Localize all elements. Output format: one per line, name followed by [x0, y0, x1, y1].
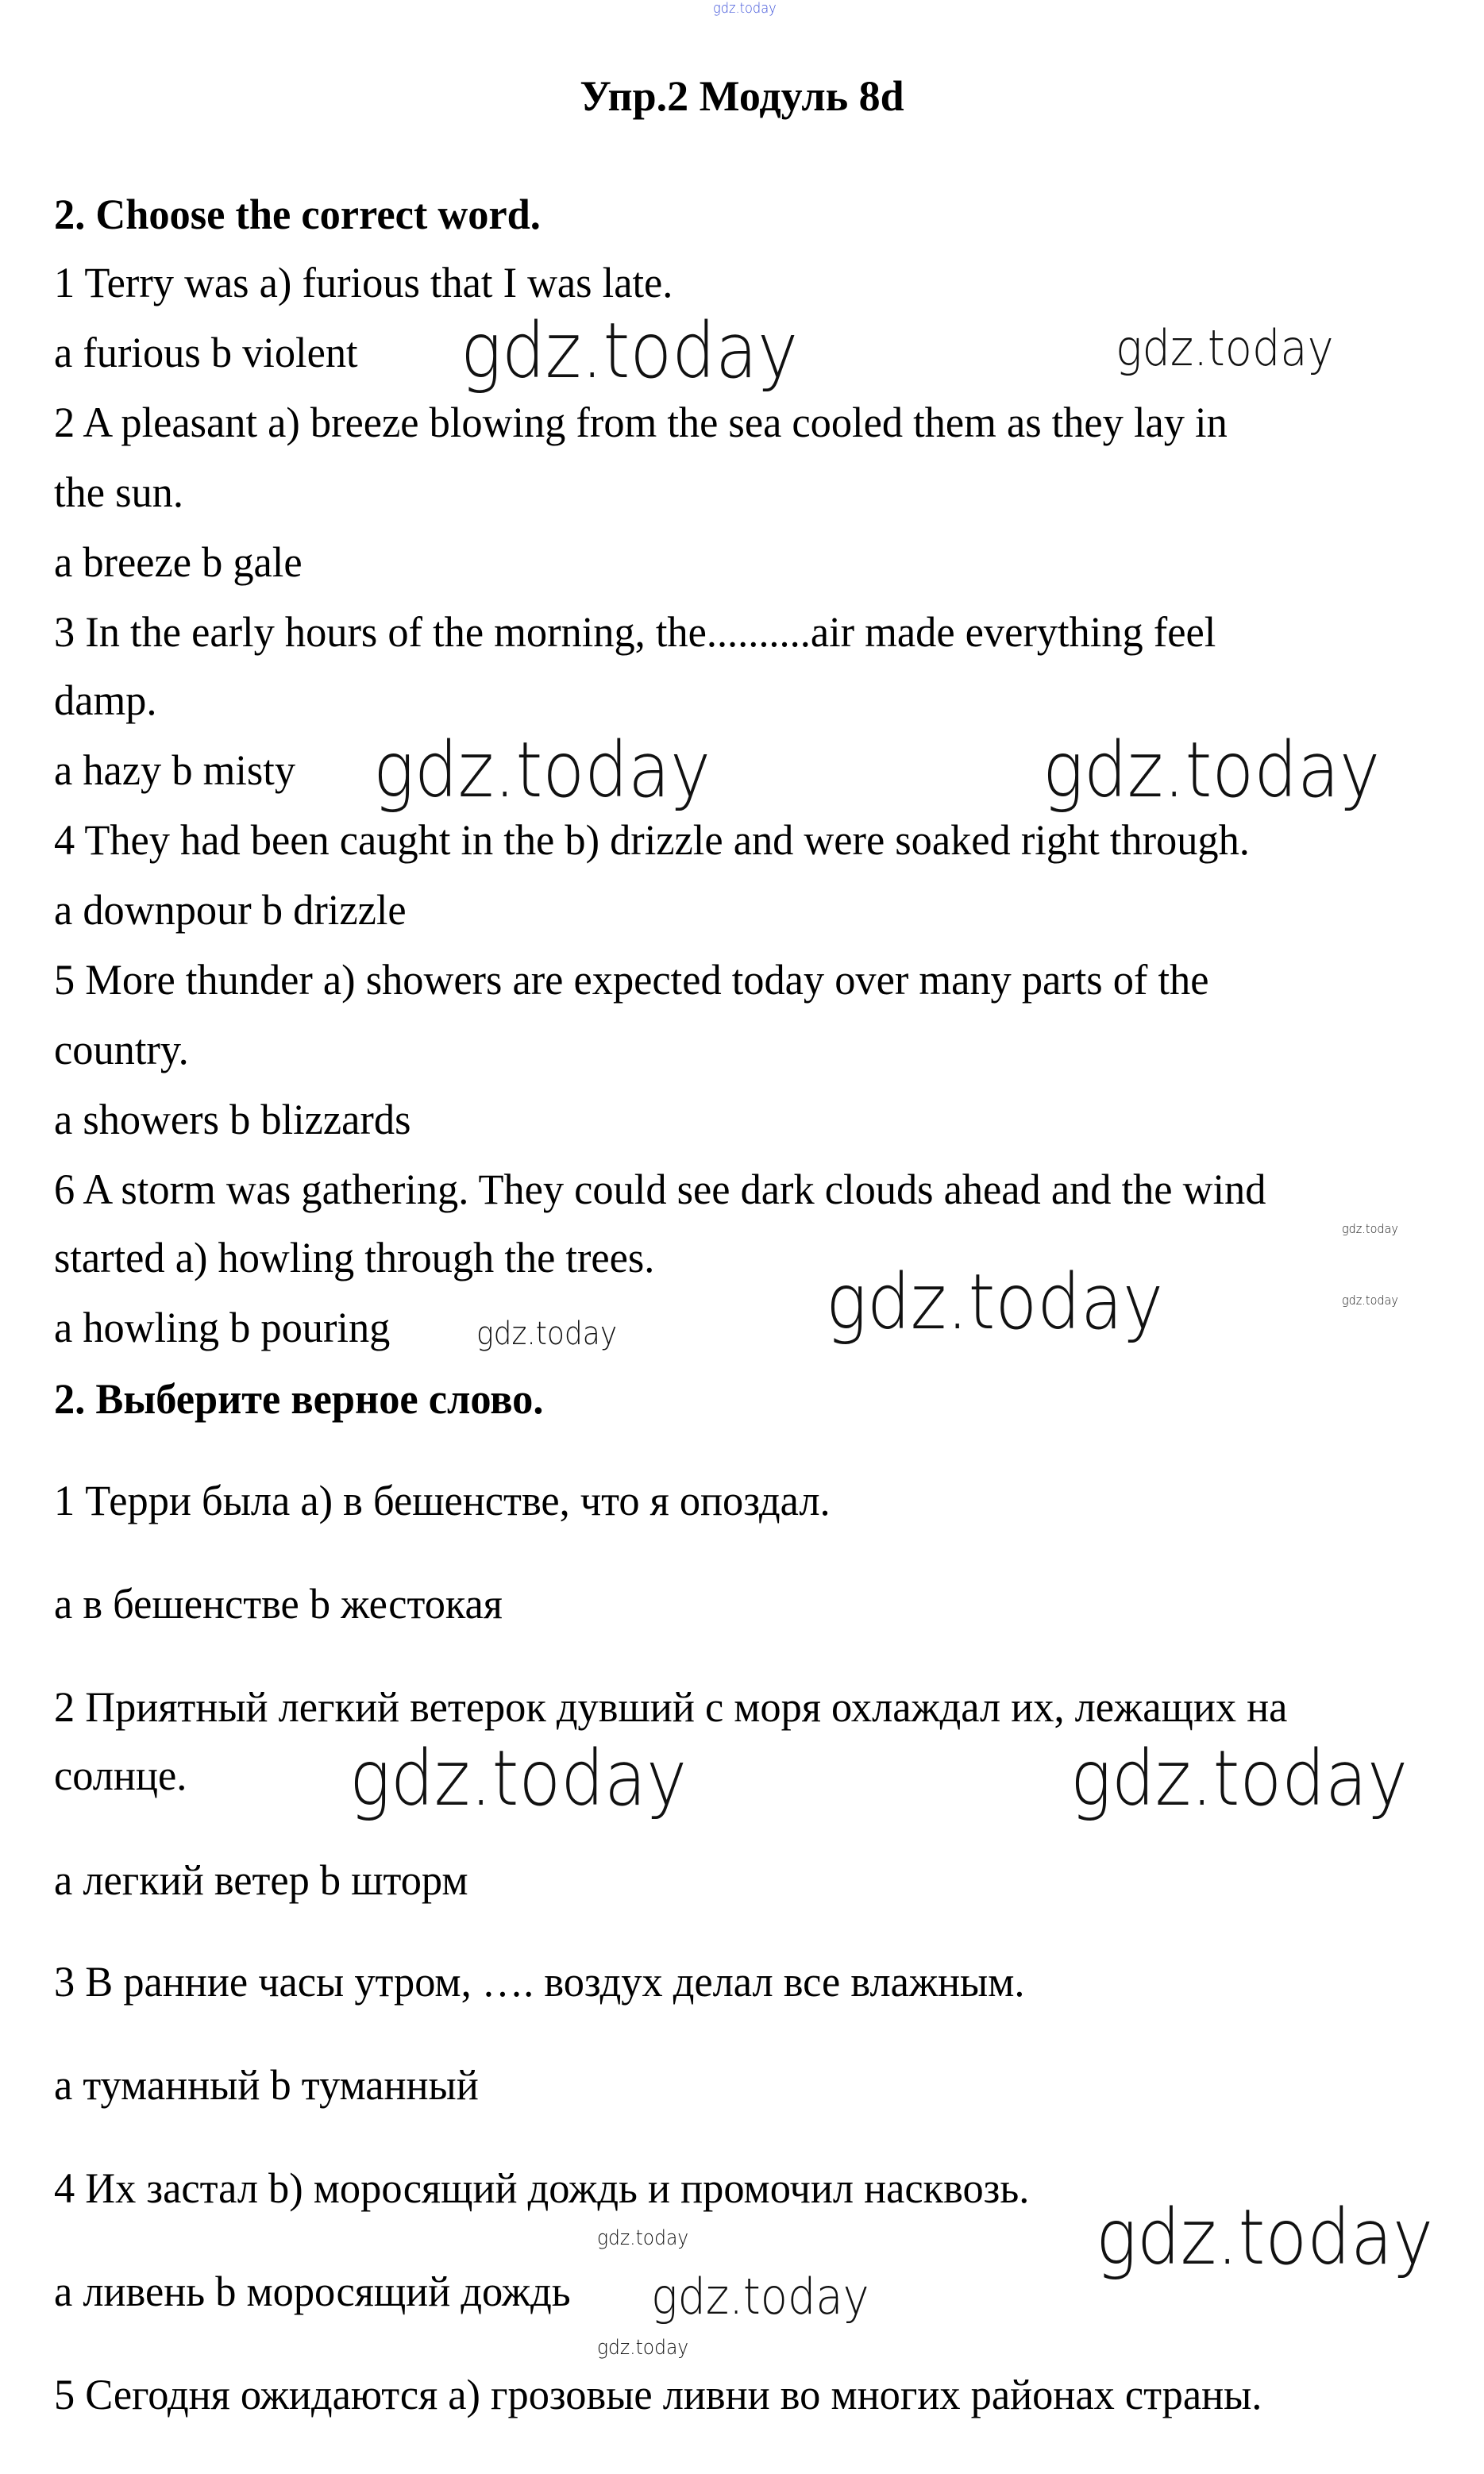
watermark: gdz.today	[651, 2268, 869, 2326]
text-line: 2 Приятный легкий ветерок дувший с моря охлаждал их, лежащих на	[54, 1683, 1288, 1731]
text-line: country.	[54, 1026, 189, 1073]
text-line: 3 In the early hours of the morning, the..........air made everything feel	[54, 608, 1216, 656]
text-line: 6 A storm was gathering. They could see dark clouds ahead and the wind	[54, 1166, 1266, 1213]
section-heading-russian: 2. Выберите верное слово.	[54, 1375, 544, 1423]
watermark: gdz.today	[1070, 1734, 1409, 1823]
watermark: gdz.today	[373, 726, 711, 815]
watermark: gdz.today	[461, 306, 799, 395]
text-line: damp.	[54, 676, 157, 724]
watermark: gdz.today	[1096, 2193, 1434, 2282]
text-line: 3 В ранние часы утром, …. воздух делал все влажным.	[54, 1958, 1025, 2006]
text-line: the sun.	[54, 468, 183, 516]
text-line: a showers b blizzards	[54, 1096, 411, 1143]
watermark: gdz.today	[1116, 319, 1334, 377]
page-title: Упр.2 Модуль 8d	[580, 72, 904, 120]
watermark: gdz.today	[597, 2336, 689, 2360]
watermark: gdz.today	[349, 1734, 688, 1823]
text-line: солнце.	[54, 1751, 187, 1799]
watermark: gdz.today	[476, 1316, 618, 1352]
text-line: a downpour b drizzle	[54, 886, 407, 934]
watermark: gdz.today	[597, 2226, 689, 2250]
text-line: 5 Сегодня ожидаются а) грозовые ливни во многих районах страны.	[54, 2371, 1262, 2418]
watermark: gdz.today	[1043, 726, 1381, 815]
text-line: 1 Terry was a) furious that I was late.	[54, 259, 673, 306]
watermark: gdz.today	[1342, 1293, 1398, 1308]
text-line: a furious b violent	[54, 329, 358, 376]
text-line: a howling b pouring	[54, 1304, 391, 1351]
text-line: a hazy b misty	[54, 746, 296, 794]
watermark: gdz.today	[713, 0, 777, 17]
text-line: 4 Их застал b) моросящий дождь и промочил насквозь.	[54, 2164, 1030, 2212]
text-line: а в бешенстве b жестокая	[54, 1580, 503, 1628]
text-line: a breeze b gale	[54, 538, 303, 586]
watermark: gdz.today	[826, 1258, 1164, 1347]
text-line: 1 Терри была а) в бешенстве, что я опоздал.	[54, 1477, 831, 1524]
text-line: 5 More thunder a) showers are expected today over many parts of the	[54, 956, 1209, 1004]
watermark: gdz.today	[1342, 1221, 1398, 1236]
text-line: 4 They had been caught in the b) drizzle and were soaked right through.	[54, 816, 1250, 864]
section-heading-english: 2. Choose the correct word.	[54, 191, 541, 238]
text-line: а туманный b туманный	[54, 2061, 479, 2109]
text-line: 2 A pleasant a) breeze blowing from the sea cooled them as they lay in	[54, 399, 1228, 446]
text-line: а легкий ветер b шторм	[54, 1856, 468, 1904]
text-line: started a) howling through the trees.	[54, 1234, 655, 1281]
text-line: а ливень b моросящий дождь	[54, 2268, 571, 2315]
